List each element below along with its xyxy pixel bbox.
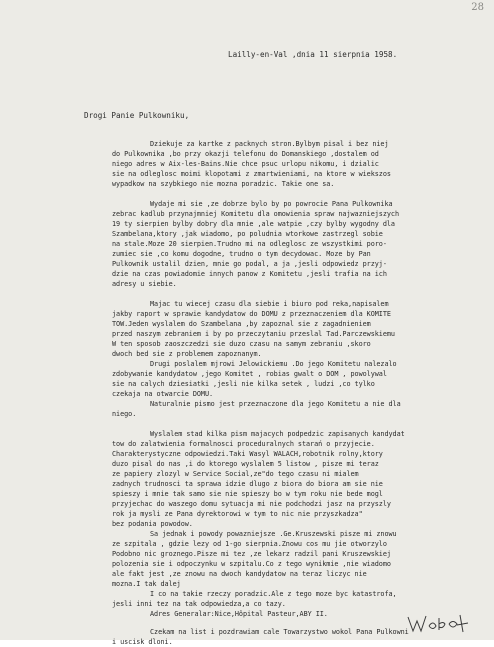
letter-line: ze papiery zlozyl w Service Social,ze"do tego czasu ni mialem: [112, 470, 359, 478]
letter-line: Wydaje mi sie ,ze dobrze bylo by po powrocie Pana Pulkownika: [150, 200, 393, 208]
letter-line: przed naszym zebraniem i by po przeczytaniu przeslal Tad.Parczewskiemu: [112, 330, 395, 338]
letter-line: sie na odleglosc moimi klopotami z zmartwieniami, na ktore w wiekszos: [112, 170, 391, 178]
letter-line: sie na calych dziesiatki ,jesli nie kilka setek , ludzi ,co tylko: [112, 380, 375, 388]
letter-line: I co na takie rzeczy poradzic.Ale z tego moze byc katastrofa,: [150, 590, 397, 598]
letter-line: niego adres w Aix-les-Bains.Nie chce psuc urlopu nikomu, i dzialic: [112, 160, 379, 168]
salutation: Drogi Panie Pulkowniku,: [84, 111, 190, 120]
letter-line: Pulkownik ustalil dzien, mnie go podal, a ja ,jesli odpowiedz przyj-: [112, 260, 387, 268]
letter-line: Szambelana,ktory ,jak wiadomo, po poludnia wtorkowe zastrzegl sobie: [112, 230, 383, 238]
letter-line: jesli inni tez na tak odpowiedza,a co tazy.: [112, 600, 286, 608]
letter-line: rok ja mysli ze Pana dyrektorowi w tym to nic nie przyszkadza": [112, 510, 363, 518]
letter-line: przyjechac do waszego domu sytuacja mi nie podchodzi jasz na przyszly: [112, 500, 391, 508]
letter-line: Drugi poslalem mjrowi Jelowickiemu .Do jego Komitetu nalezalo: [150, 360, 397, 368]
letter-line: zadnych trudnosci ta sprawa idzie dlugo z biora do biora am sie nie: [112, 480, 383, 488]
letter-line: 19 ty sierpien bylby dobry dla mnie ,ale watpie ,czy bylby wygodny dla: [112, 220, 395, 228]
letter-line: ze szpitala , gdzie lezy od 1-go sierpnia.Znowu cos mu jie otworzylo: [112, 540, 387, 548]
letter-line: zebrac kadlub przynajmniej Komitetu dla omowienia spraw najwazniejszych: [112, 210, 399, 218]
letter-line: Czekam na list i pozdrawiam cale Towarzystwo wokol Pana Pulkowni: [150, 628, 409, 636]
letter-line: dzie na czas powiadomie innych panow z Komitetu ,jesli trafia na ich: [112, 270, 387, 278]
letter-line: zdobywanie kandydatow ,jego Komitet , robias gwalt o DOM , powolywal: [112, 370, 387, 378]
letter-line: wypadkow na szybkiego nie mozna poradzic. Takie one sa.: [112, 180, 335, 188]
letter-line: niego.: [112, 410, 137, 418]
signature-drawing: [405, 611, 471, 637]
letter-line: adresy u siebie.: [112, 280, 177, 288]
letter-line: czekaja na otwarcie DOMU.: [112, 390, 214, 398]
letter-line: dwoch bed sie z problemem zapoznanym.: [112, 350, 262, 358]
letter-line: ale fakt jest ,ze znowu na dwoch kandydatow na teraz liczyc nie: [112, 570, 367, 578]
letter-line: spieszy i mnie tak samo sie nie spieszy bo w tym roku nie bede mogl: [112, 490, 383, 498]
letter-line: zumiec sie ,co komu dogodne, trudno o tym decydowac. Moze by Pan: [112, 250, 371, 258]
letter-line: Sa jednak i powody powazniejsze .Ge.Kruszewski pisze mi znowu: [150, 530, 397, 538]
letter-line: tow do zalatwienia formalnosci proceduralnych starań o przyjecie.: [112, 440, 375, 448]
handwritten-signature: [405, 611, 471, 637]
letter-line: do Pulkownika ,bo przy okazji telefonu do Domanskiego ,dostalem od: [112, 150, 379, 158]
letter-line: Wyslalem stad kilka pism majacych podpedzic zapisanych kandydat: [150, 430, 405, 438]
letter-line: Charakterystyczne odpowiedzi.Taki Wasyl WALACH,robotnik rolny,ktory: [112, 450, 383, 458]
letter-line: Adres Generalar:Nice,Hôpital Pasteur,ABY II.: [150, 610, 328, 618]
letter-line: na stale.Moze 20 sierpien.Trudno mi na odleglosc ze wszystkimi poro-: [112, 240, 387, 248]
letter-line: jakby raport w sprawie kandydatow do DOMU z przeznaczeniem dla KOMITE: [112, 310, 391, 318]
letter-line: Podobno nic groznego.Pisze mi tez ,ze lekarz radzil pani Kruszewskiej: [112, 550, 391, 558]
page-number: 28: [471, 2, 484, 13]
letter-line: Naturalnie pismo jest przeznaczone dla jego Komitetu a nie dla: [150, 400, 401, 408]
letter-line: polozenia sie i odpoczynku w szpitalu.Co z tego wynikmie ,nie wiadomo: [112, 560, 391, 568]
letter-line: bez podania powodow.: [112, 520, 193, 528]
letter-line: i uscisk dloni.: [112, 638, 173, 646]
date-line: Lailly-en-Val ,dnia 11 sierpnia 1958.: [228, 50, 398, 59]
letter-line: Majac tu wiecej czasu dla siebie i biuro pod reka,napisalem: [150, 300, 389, 308]
letter-line: duzo pisal do nas ,i do ktorego wyslalem 5 listow , pisze mi teraz: [112, 460, 379, 468]
letter-line: W ten sposob zaoszczedzi sie duzo czasu na samym zebraniu ,skoro: [112, 340, 371, 348]
letter-line: mozna.I tak dalej: [112, 580, 181, 588]
letter-line: Dziekuje za kartke z packnych stron.Bylbym pisal i bez niej: [150, 140, 389, 148]
letter-line: TOW.Jeden wyslalem do Szambelana ,by zapoznal sie z zagadnieniem: [112, 320, 371, 328]
